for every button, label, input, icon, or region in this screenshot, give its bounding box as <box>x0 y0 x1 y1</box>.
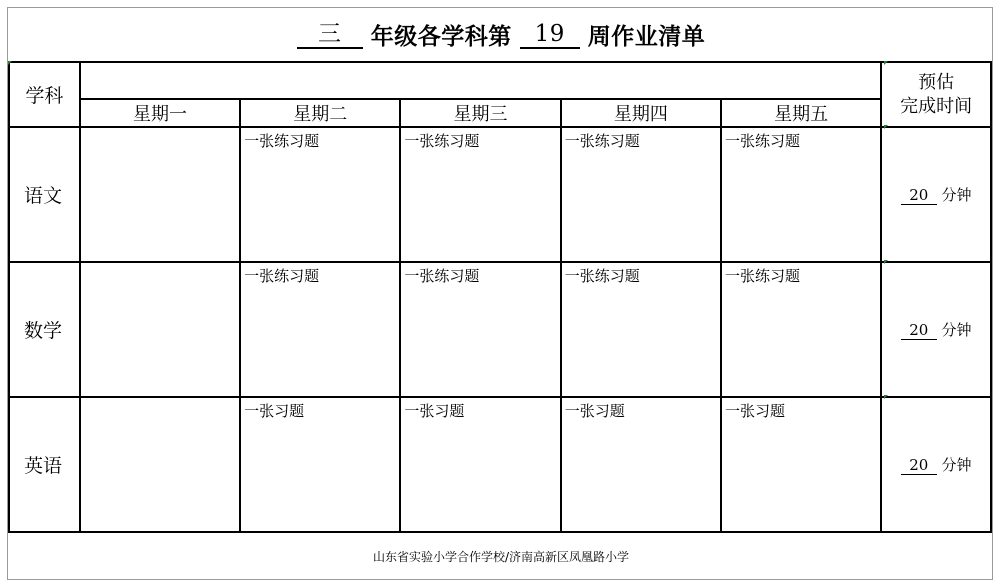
time-header <box>881 62 991 127</box>
task-cell <box>80 397 240 532</box>
homework-sheet <box>7 7 993 580</box>
day-header-wed: 星期三 <box>400 99 560 127</box>
grade-blank: 三 <box>297 21 363 49</box>
table-row <box>9 397 991 532</box>
day-header-thu: 星期四 <box>561 99 721 127</box>
subject-math: 数学 <box>9 262 80 397</box>
subject-header: 学科 <box>9 62 80 127</box>
title-end: 周作业清单 <box>587 24 706 50</box>
time-cell <box>881 397 991 532</box>
cell-marker-icon <box>884 61 888 65</box>
task-cell: 一张习题 <box>240 397 400 532</box>
sheet-title <box>8 8 994 61</box>
minutes-value: 20 <box>901 186 937 205</box>
cell-marker-icon <box>884 125 888 129</box>
time-header-line2: 完成时间 <box>900 95 973 117</box>
task-cell: 一张练习题 <box>561 127 721 262</box>
cell-marker-icon <box>884 260 888 264</box>
minutes-unit: 分钟 <box>941 186 972 204</box>
header-band <box>80 62 881 99</box>
table-row <box>9 127 991 262</box>
task-cell: 一张习题 <box>400 397 560 532</box>
task-cell <box>80 127 240 262</box>
task-cell: 一张练习题 <box>561 262 721 397</box>
task-cell: 一张练习题 <box>400 262 560 397</box>
time-cell <box>881 127 991 262</box>
task-cell: 一张习题 <box>561 397 721 532</box>
task-cell: 一张练习题 <box>400 127 560 262</box>
time-cell <box>881 262 991 397</box>
table-row <box>9 262 991 397</box>
week-blank: 19 <box>520 21 580 49</box>
cell-marker-icon <box>8 61 12 65</box>
subject-chinese: 语文 <box>9 127 80 262</box>
time-header-line1: 预估 <box>918 71 955 93</box>
cell-marker-icon <box>884 395 888 399</box>
minutes-unit: 分钟 <box>941 456 972 474</box>
day-header-mon: 星期一 <box>80 99 240 127</box>
task-cell: 一张练习题 <box>721 262 881 397</box>
minutes-unit: 分钟 <box>941 321 972 339</box>
task-cell: 一张练习题 <box>240 262 400 397</box>
task-cell: 一张习题 <box>721 397 881 532</box>
minutes-value: 20 <box>901 321 937 340</box>
subject-english: 英语 <box>9 397 80 532</box>
homework-table <box>8 61 992 533</box>
school-footer: 山东省实验小学合作学校/济南高新区凤凰路小学 <box>372 549 630 564</box>
title-middle: 年级各学科第 <box>370 24 512 50</box>
task-cell <box>80 262 240 397</box>
task-cell: 一张练习题 <box>721 127 881 262</box>
minutes-value: 20 <box>901 456 937 475</box>
task-cell: 一张练习题 <box>240 127 400 262</box>
day-header-tue: 星期二 <box>240 99 400 127</box>
day-header-fri: 星期五 <box>721 99 881 127</box>
